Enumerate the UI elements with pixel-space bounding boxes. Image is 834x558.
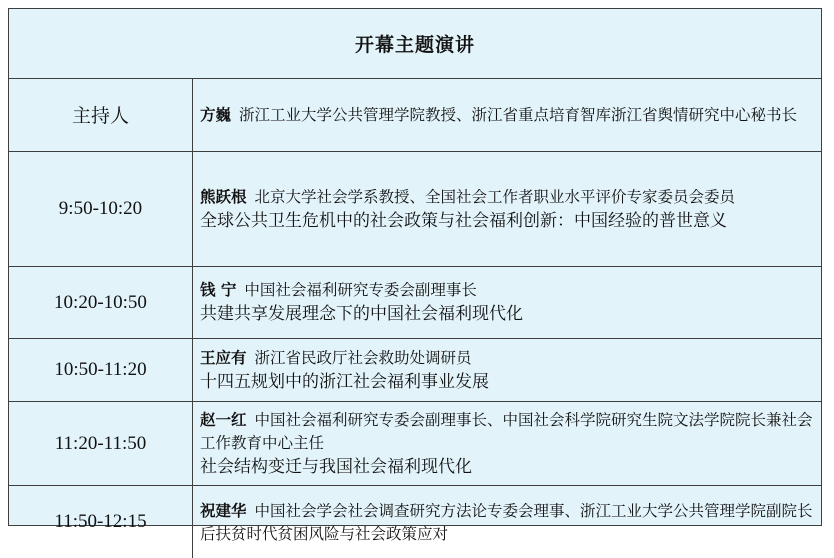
session-info [193, 486, 822, 558]
speaker-name: 熊跃根 [200, 187, 247, 206]
table-row [9, 339, 821, 402]
host-info [193, 78, 822, 152]
session-time: 9:50-10:20 [9, 152, 193, 267]
session-time: 11:50-12:15 [9, 486, 193, 558]
table-row [9, 402, 821, 486]
speaker-name: 祝建华 [200, 501, 247, 520]
speaker-title: 中国社会福利研究专委会副理事长、中国社会科学院研究生院文法学院院长兼社会工作教育中心主任 [200, 411, 813, 452]
host-label: 主持人 [9, 78, 193, 152]
session-time: 10:20-10:50 [9, 267, 193, 339]
table-row [9, 267, 821, 339]
table-row [9, 152, 821, 267]
speaker-name: 钱 宁 [200, 280, 236, 299]
speaker-name: 赵一红 [200, 410, 247, 429]
session-info [193, 267, 822, 339]
program-table [8, 8, 822, 526]
speaker-title: 浙江省民政厅社会救助处调研员 [255, 349, 472, 367]
talk-title: 共建共享发展理念下的中国社会福利现代化 [200, 302, 813, 327]
talk-title: 社会结构变迁与我国社会福利现代化 [200, 455, 813, 480]
speaker-title: 中国社会福利研究专委会副理事长 [244, 281, 477, 299]
session-info [193, 152, 822, 267]
talk-title: 十四五规划中的浙江社会福利事业发展 [200, 370, 813, 395]
session-info [193, 402, 822, 486]
talk-title: 全球公共卫生危机中的社会政策与社会福利创新：中国经验的普世意义 [200, 209, 813, 234]
speaker-title: 中国社会学会社会调查研究方法论专委会理事、浙江工业大学公共管理学院副院长 [255, 502, 813, 520]
host-name: 方巍 [200, 105, 231, 124]
session-time: 10:50-11:20 [9, 339, 193, 402]
schedule-table [9, 78, 821, 558]
talk-title: 后扶贫时代贫困风险与社会政策应对 [200, 525, 448, 543]
session-time: 11:20-11:50 [9, 402, 193, 486]
speaker-name: 王应有 [200, 348, 247, 367]
table-title: 开幕主题演讲 [9, 9, 821, 79]
host-title: 浙江工业大学公共管理学院教授、浙江省重点培育智库浙江省舆情研究中心秘书长 [239, 106, 797, 124]
session-info [193, 339, 822, 402]
table-row [9, 486, 821, 558]
table-row-host [9, 78, 821, 152]
speaker-title: 北京大学社会学系教授、全国社会工作者职业水平评价专家委员会委员 [255, 188, 736, 206]
